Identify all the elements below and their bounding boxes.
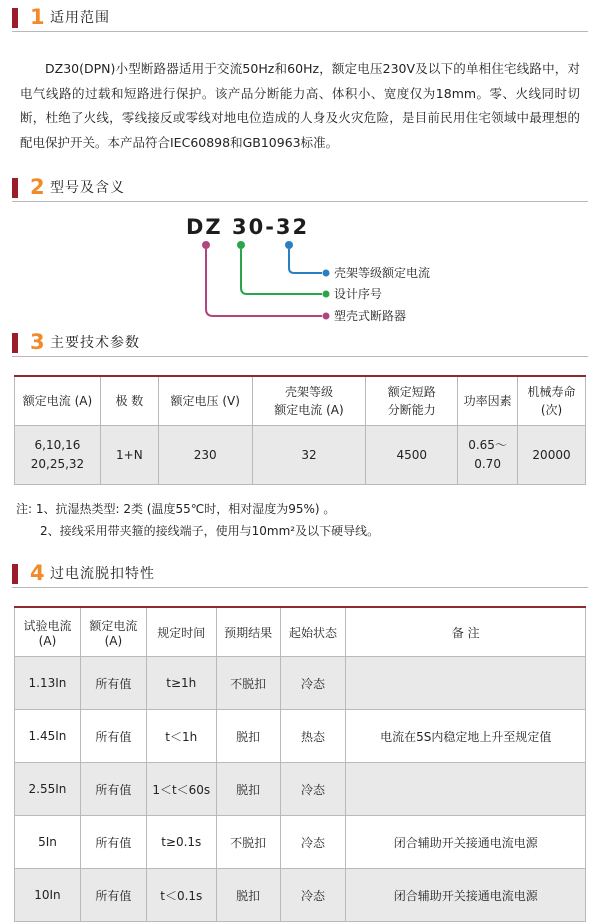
- cell-rated-voltage: 230: [158, 426, 252, 485]
- legend-line-magenta: [206, 249, 322, 316]
- table-row: [15, 816, 586, 869]
- cell-remarks: [346, 763, 586, 816]
- legend-label-design-number: 设计序号: [334, 287, 383, 301]
- cell-expected-result: 不脱扣: [216, 657, 280, 710]
- legend-line-blue: [289, 249, 322, 273]
- cell-rated-current: 所有值: [80, 710, 146, 763]
- cell-remarks: 电流在5S内稳定地上升至规定值: [346, 710, 586, 763]
- cell-power-factor: 0.65～0.70: [458, 426, 518, 485]
- section-rule: [12, 587, 588, 588]
- cell-remarks: [346, 657, 586, 710]
- cell-expected-result: 脱扣: [216, 710, 280, 763]
- header-breaking-capacity: 额定短路 分断能力: [366, 377, 458, 426]
- header-initial-state: 起始状态: [280, 608, 346, 657]
- cell-poles: 1+N: [100, 426, 158, 485]
- cell-test-current: 10In: [15, 869, 81, 922]
- header-mechanical-life: 机械寿命(次): [518, 377, 586, 426]
- cell-rated-current: 所有值: [80, 763, 146, 816]
- header-rated-current: 额定电流 (A): [15, 377, 101, 426]
- cell-initial-state: 冷态: [280, 869, 346, 922]
- legend-line-green: [241, 249, 322, 294]
- table-top-border: [14, 606, 586, 608]
- section-title: 适用范围: [50, 10, 110, 26]
- cell-expected-result: 脱扣: [216, 869, 280, 922]
- table-row: [15, 710, 586, 763]
- header-frame-current: 壳架等级 额定电流 (A): [252, 377, 366, 426]
- cell-expected-result: 脱扣: [216, 763, 280, 816]
- header-rated-voltage: 额定电压 (V): [158, 377, 252, 426]
- cell-specified-time: t≥0.1s: [146, 816, 216, 869]
- header-power-factor: 功率因素: [458, 377, 518, 426]
- legend-end-dot-magenta: [323, 313, 330, 320]
- legend-end-dot-blue: [323, 270, 330, 277]
- header-remarks: 备 注: [346, 608, 586, 657]
- section-number: 4: [30, 561, 45, 585]
- cell-test-current: 1.45In: [15, 710, 81, 763]
- section-number: 2: [30, 175, 45, 199]
- section-header-3: [12, 331, 588, 357]
- cell-specified-time: t≥1h: [146, 657, 216, 710]
- section-number: 3: [30, 330, 45, 354]
- legend-dot-green: [237, 241, 245, 249]
- table-top-border: [14, 375, 586, 377]
- cell-initial-state: 冷态: [280, 657, 346, 710]
- cell-specified-time: t＜1h: [146, 710, 216, 763]
- cell-test-current: 5In: [15, 816, 81, 869]
- cell-rated-current: 所有值: [80, 657, 146, 710]
- header-rated-current: 额定电流(A): [80, 608, 146, 657]
- legend-label-frame-current: 壳架等级额定电流: [334, 266, 431, 280]
- table-row: [15, 763, 586, 816]
- header-test-current: 试验电流(A): [15, 608, 81, 657]
- tech-parameters-table: [14, 376, 586, 485]
- section-header-4: [12, 562, 588, 588]
- section-title: 主要技术参数: [50, 335, 140, 351]
- note-2: 2、接线采用带夹箍的接线端子，使用与10mm²及以下硬导线。: [40, 524, 380, 538]
- section-marker: [12, 333, 18, 353]
- cell-specified-time: 1＜t＜60s: [146, 763, 216, 816]
- header-poles: 极 数: [100, 377, 158, 426]
- legend-end-dot-green: [323, 291, 330, 298]
- cell-mechanical-life: 20000: [518, 426, 586, 485]
- table-row: [15, 869, 586, 922]
- section-number: 1: [30, 5, 45, 29]
- section-marker: [12, 564, 18, 584]
- notes: [16, 498, 586, 542]
- model-code: DZ 30-32: [186, 215, 310, 239]
- cell-remarks: 闭合辅助开关接通电流电源: [346, 816, 586, 869]
- table-header-row: [15, 608, 586, 657]
- table-row: [15, 657, 586, 710]
- header-expected-result: 预期结果: [216, 608, 280, 657]
- cell-rated-current: 6,10,16 20,25,32: [15, 426, 101, 485]
- cell-specified-time: t＜0.1s: [146, 869, 216, 922]
- section-rule: [12, 356, 588, 357]
- cell-initial-state: 冷态: [280, 816, 346, 869]
- table-row: [15, 426, 586, 485]
- cell-initial-state: 冷态: [280, 763, 346, 816]
- table-header-row: [15, 377, 586, 426]
- cell-rated-current: 所有值: [80, 869, 146, 922]
- section-title: 过电流脱扣特性: [50, 566, 155, 582]
- legend-label-breaker-type: 塑壳式断路器: [334, 309, 407, 323]
- legend-dot-blue: [285, 241, 293, 249]
- cell-test-current: 2.55In: [15, 763, 81, 816]
- intro-text: DZ30(DPN)小型断路器适用于交流50Hz和60Hz，额定电压230V及以下的单相住宅线路中，对电气线路的过载和短路进行保护。该产品分断能力高、体积小、宽度仅为18mm。零、火线同时切断，杜绝了火线，零线接反或零线对地电位造成的人身及火灾危险，是目前民用住宅领域中最理想的配电保护开关。本产品符合IEC60898和GB10963标准。: [20, 61, 580, 150]
- header-specified-time: 规定时间: [146, 608, 216, 657]
- section-title: 型号及含义: [50, 180, 125, 196]
- cell-remarks: 闭合辅助开关接通电流电源: [346, 869, 586, 922]
- legend-dot-magenta: [202, 241, 210, 249]
- cell-test-current: 1.13In: [15, 657, 81, 710]
- cell-expected-result: 不脱扣: [216, 816, 280, 869]
- cell-breaking-capacity: 4500: [366, 426, 458, 485]
- trip-characteristics-table: [14, 607, 586, 922]
- note-1: 注: 1、抗湿热类型: 2类 (温度55℃时，相对湿度为95%) 。: [16, 502, 336, 516]
- cell-frame-current: 32: [252, 426, 366, 485]
- cell-rated-current: 所有值: [80, 816, 146, 869]
- cell-initial-state: 热态: [280, 710, 346, 763]
